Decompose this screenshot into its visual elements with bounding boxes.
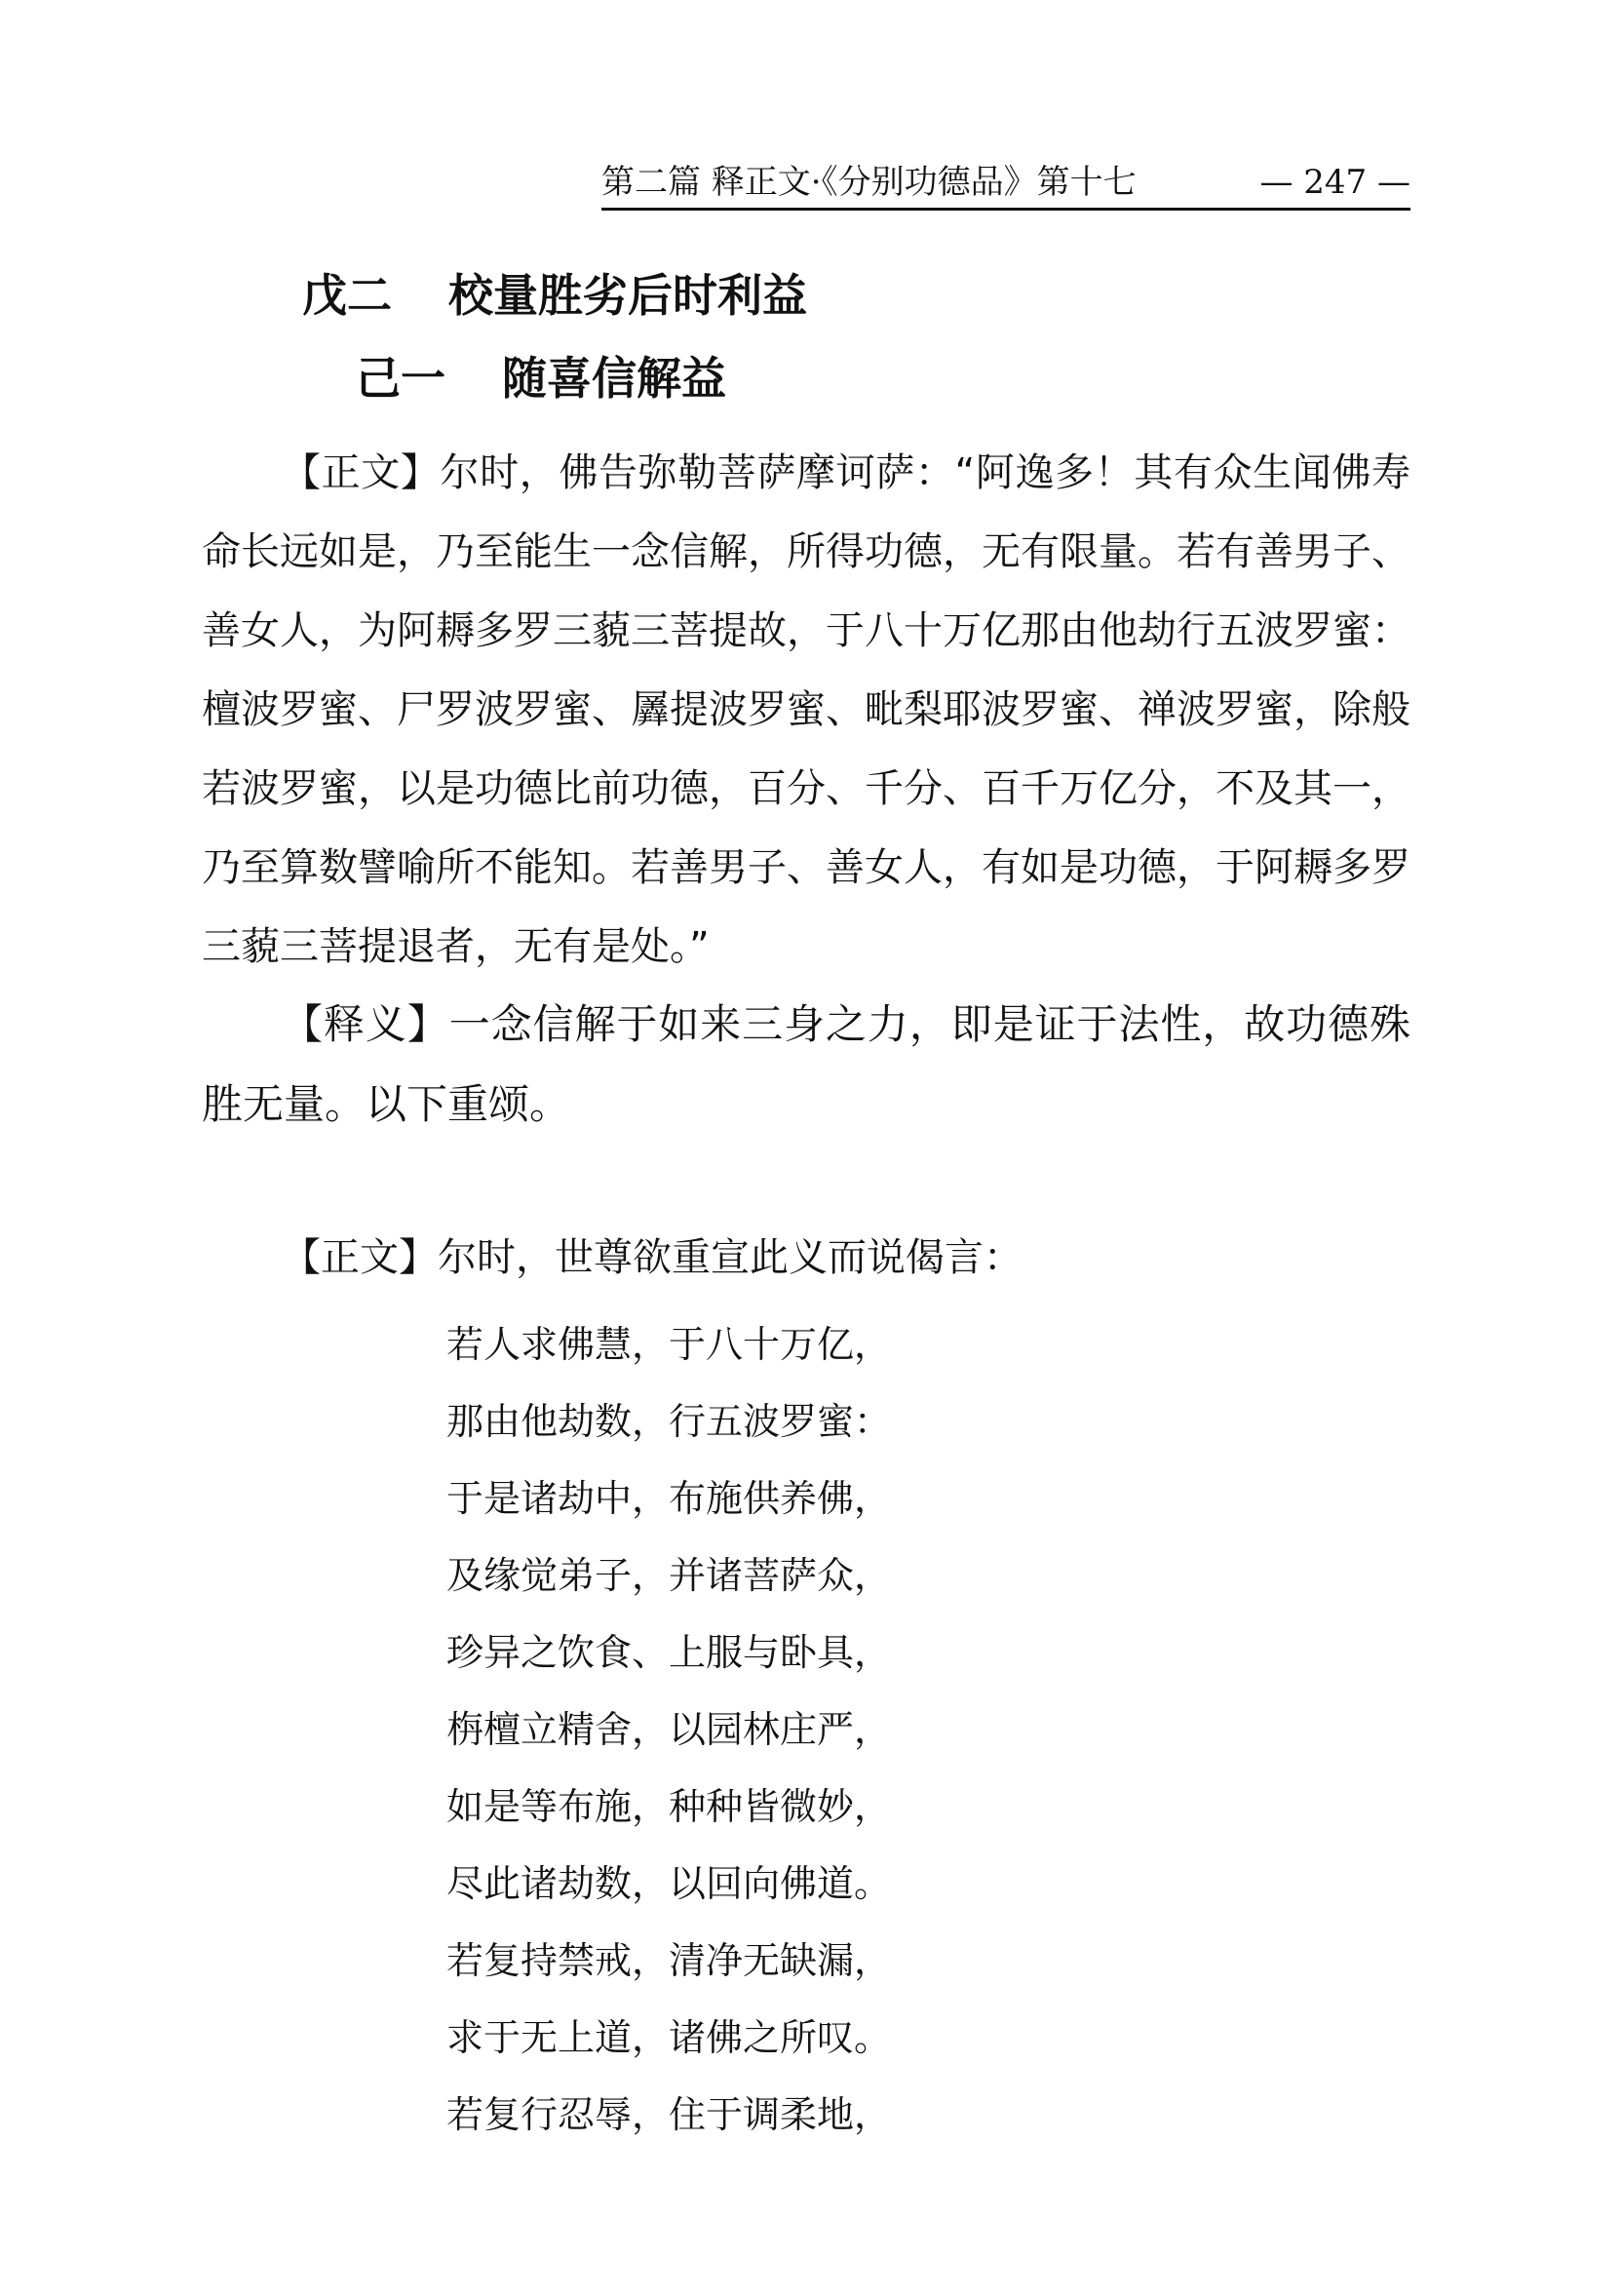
paragraph-text: 一念信解于如来三身之力，即是证于法性，故功德殊胜无量。以下重颂。 [202, 1000, 1410, 1128]
paragraph-tag: 【正文】 [282, 1235, 438, 1280]
verse-line: 栴檀立精舍，以园林庄严， [446, 1708, 892, 1751]
paragraph-tag: 【释义】 [282, 1000, 449, 1048]
heading-number: 己一 [356, 352, 445, 405]
heading-text: 随喜信解益 [502, 352, 726, 405]
page-number: — 247 — [1259, 163, 1410, 202]
verse-block [446, 1306, 891, 2154]
paragraph-text: 尔时，佛告弥勒菩萨摩诃萨：“阿逸多！其有众生闻佛寿命长远如是，乃至能生一念信解，所得功德，无有限量。若有善男子、善女人，为阿耨多罗三藐三菩提故，于八十万亿那由他劫行五波罗蜜：檀波罗蜜、尸罗波罗蜜、羼提波罗蜜、毗梨耶波罗蜜、禅波罗蜜，除般若波罗蜜，以是功德比前功德，百分、千分、百千万亿分，不及其一，乃至算数譬喻所不能知。若善男子、善女人，有如是功德，于阿耨多罗三藐三菩提退者，无有是处。” [202, 450, 1410, 969]
verse-line: 若复行忍辱，住于调柔地， [446, 2093, 892, 2136]
verse-line: 珍异之饮食、上服与卧具， [446, 1631, 892, 1674]
scripture-intro-paragraph [202, 1228, 1410, 1287]
verse-line: 若复持禁戒，清净无缺漏， [446, 1939, 892, 1982]
verse-line: 若人求佛慧，于八十万亿， [446, 1323, 892, 1366]
section-heading-level2 [356, 351, 726, 406]
verse-line: 那由他劫数，行五波罗蜜： [446, 1400, 892, 1443]
verse-line: 如是等布施，种种皆微妙， [446, 1785, 892, 1828]
commentary-paragraph [202, 985, 1410, 1145]
verse-line: 于是诸劫中，布施供养佛， [446, 1477, 892, 1520]
paragraph-tag: 【正文】 [282, 450, 441, 495]
heading-text: 校量胜劣后时利益 [448, 269, 807, 322]
running-header [601, 161, 1410, 211]
header-title: 第二篇 释正文·《分别功德品》第十七 [601, 163, 1137, 202]
verse-line: 尽此诸劫数，以回向佛道。 [446, 1862, 892, 1905]
paragraph-text: 尔时，世尊欲重宣此义而说偈言： [438, 1235, 1023, 1280]
verse-line: 及缘觉弟子，并诸菩萨众， [446, 1554, 892, 1597]
scripture-paragraph [202, 434, 1410, 987]
verse-line: 求于无上道，诸佛之所叹。 [446, 2016, 892, 2059]
heading-number: 戊二 [302, 269, 392, 322]
section-heading-level1 [302, 268, 807, 323]
